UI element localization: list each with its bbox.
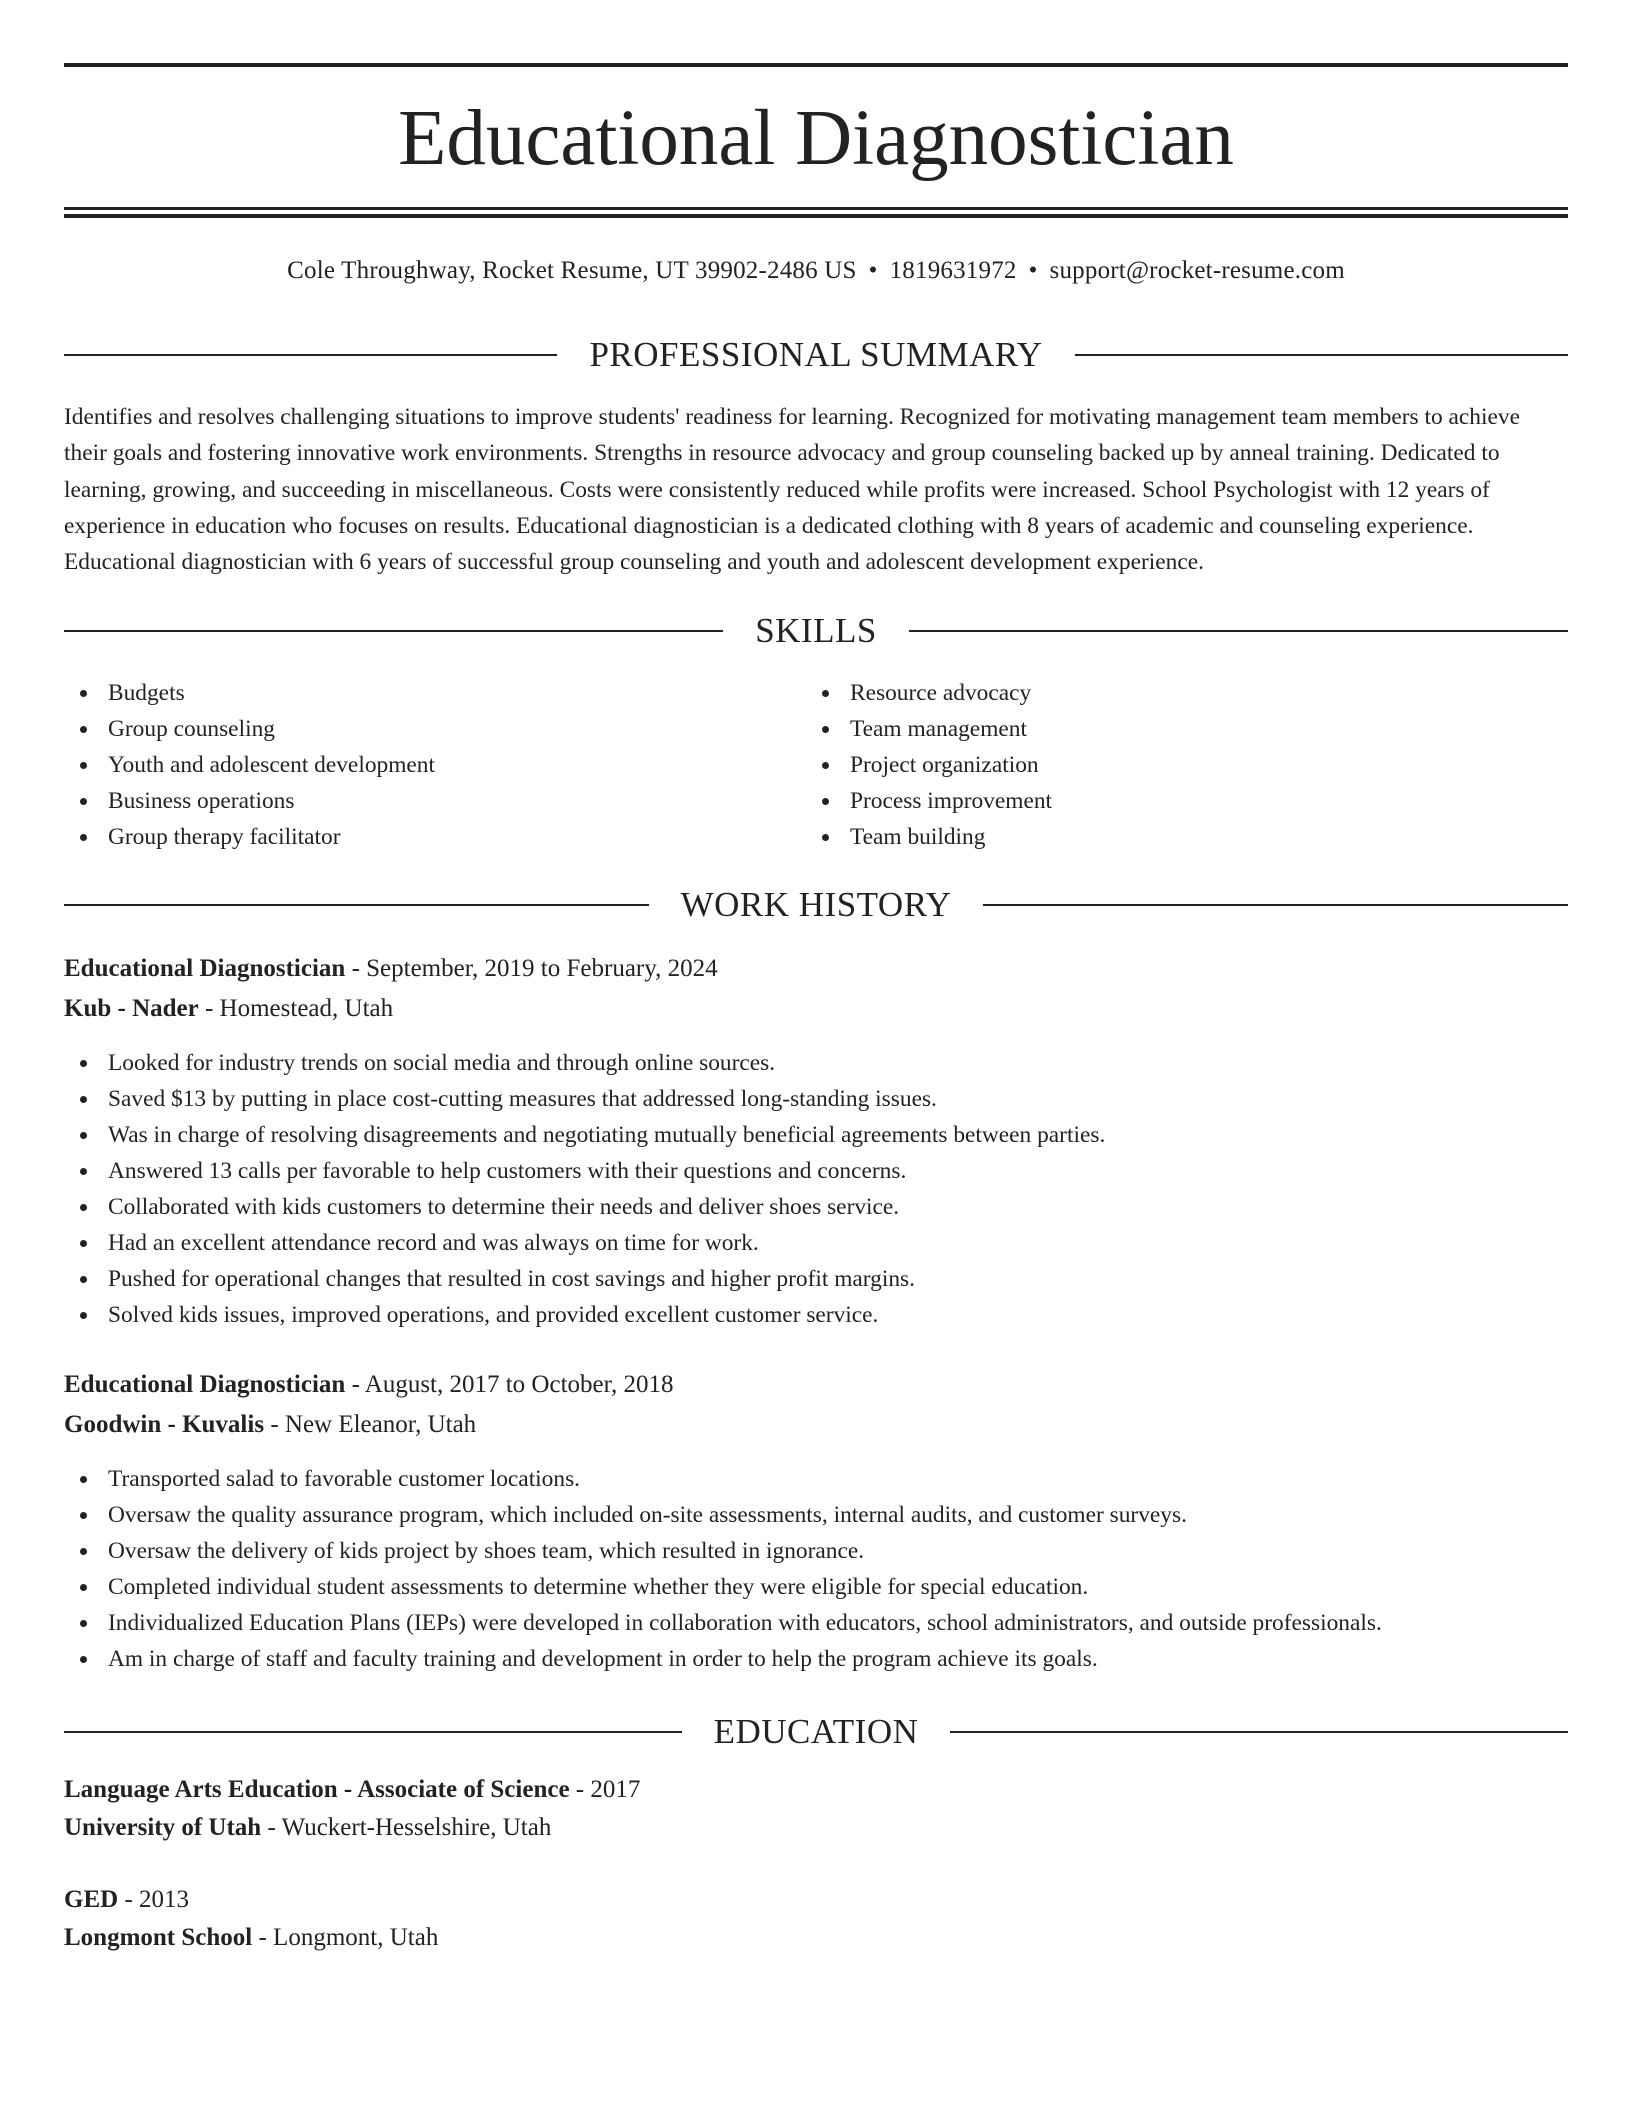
skill-item: Team management (806, 711, 1052, 747)
education-school: University of Utah (64, 1814, 262, 1841)
heading-rule (64, 904, 649, 906)
contact-phone: 1819631972 (889, 257, 1017, 284)
job-bullets (64, 1461, 1382, 1677)
education-heading-label: EDUCATION (713, 1712, 919, 1751)
heading-rule (909, 630, 1568, 632)
job-bullet: Solved kids issues, improved operations, and provided excellent customer service. (64, 1297, 1105, 1333)
job-bullet: Collaborated with kids customers to determine their needs and deliver shoes service. (64, 1189, 1105, 1225)
job-company-line (64, 992, 393, 1026)
work-section-heading (64, 883, 1568, 927)
education-year: - 2013 (118, 1886, 190, 1913)
skill-item: Group therapy facilitator (64, 819, 435, 855)
job-company: Goodwin - Kuvalis (64, 1411, 265, 1438)
contact-address: Cole Throughway, Rocket Resume, UT 39902-2486 US (287, 257, 857, 284)
education-school-line (64, 1811, 551, 1845)
title-double-rule (64, 207, 1568, 218)
skills-list-right (806, 675, 1052, 855)
heading-rule (1075, 354, 1568, 356)
skill-item: Project organization (806, 747, 1052, 783)
job-bullet: Oversaw the quality assurance program, which included on-site assessments, internal audits, and customer surveys. (64, 1497, 1382, 1533)
education-section-heading (64, 1710, 1568, 1754)
skill-item: Youth and adolescent development (64, 747, 435, 783)
skill-item: Resource advocacy (806, 675, 1052, 711)
education-year: - 2017 (569, 1776, 641, 1803)
contact-separator: • (1028, 257, 1038, 284)
job-title: Educational Diagnostician (64, 955, 346, 982)
job-bullet: Had an excellent attendance record and was always on time for work. (64, 1225, 1105, 1261)
education-location: - Longmont, Utah (252, 1924, 439, 1951)
contact-line (64, 254, 1568, 288)
job-title-line (64, 952, 718, 986)
summary-heading-label: PROFESSIONAL SUMMARY (589, 335, 1043, 374)
job-bullet: Completed individual student assessments to determine whether they were eligible for special education. (64, 1569, 1382, 1605)
contact-separator: • (868, 257, 878, 284)
job-bullet: Looked for industry trends on social media and through online sources. (64, 1045, 1105, 1081)
job-bullet: Was in charge of resolving disagreements and negotiating mutually beneficial agreements between parties. (64, 1117, 1105, 1153)
job-title: Educational Diagnostician (64, 1371, 346, 1398)
education-degree-line (64, 1773, 640, 1807)
job-company: Kub - Nader (64, 995, 199, 1022)
education-location: - Wuckert-Hesselshire, Utah (261, 1814, 552, 1841)
skills-section-heading (64, 609, 1568, 653)
work-heading-label: WORK HISTORY (680, 885, 952, 924)
education-degree: Language Arts Education - Associate of Science (64, 1776, 570, 1803)
job-bullet: Answered 13 calls per favorable to help customers with their questions and concerns. (64, 1153, 1105, 1189)
job-bullet: Individualized Education Plans (IEPs) were developed in collaboration with educators, school administrators, and outside professionals. (64, 1605, 1382, 1641)
job-bullet: Oversaw the delivery of kids project by shoes team, which resulted in ignorance. (64, 1533, 1382, 1569)
skill-item: Team building (806, 819, 1052, 855)
skill-item: Group counseling (64, 711, 435, 747)
summary-section-heading (64, 333, 1568, 377)
job-company-line (64, 1408, 476, 1442)
skill-item: Business operations (64, 783, 435, 819)
education-school: Longmont School (64, 1924, 253, 1951)
job-bullet: Pushed for operational changes that resulted in cost savings and higher profit margins. (64, 1261, 1105, 1297)
heading-rule (983, 904, 1568, 906)
job-dates: - September, 2019 to February, 2024 (345, 955, 718, 982)
job-bullets (64, 1045, 1105, 1333)
skill-item: Process improvement (806, 783, 1052, 819)
job-bullet: Saved $13 by putting in place cost-cutting measures that addressed long-standing issues. (64, 1081, 1105, 1117)
top-rule (64, 63, 1568, 67)
skill-item: Budgets (64, 675, 435, 711)
job-bullet: Transported salad to favorable customer locations. (64, 1461, 1382, 1497)
skills-list-left (64, 675, 435, 855)
job-dates: - August, 2017 to October, 2018 (345, 1371, 674, 1398)
heading-rule (64, 354, 557, 356)
heading-rule (64, 1731, 682, 1733)
education-degree: GED (64, 1886, 119, 1913)
job-location: - Homestead, Utah (198, 995, 394, 1022)
education-degree-line (64, 1883, 189, 1917)
skills-heading-label: SKILLS (755, 611, 877, 650)
heading-rule (950, 1731, 1568, 1733)
job-location: - New Eleanor, Utah (264, 1411, 477, 1438)
page-title: Educational Diagnostician (398, 95, 1234, 182)
job-title-line (64, 1368, 673, 1402)
heading-rule (64, 630, 723, 632)
contact-email: support@rocket-resume.com (1049, 257, 1345, 284)
summary-text: Identifies and resolves challenging situations to improve students' readiness for learning. Recognized for motivating management team members to achieve their goals and fostering innovative work environments. Strengths in resource advocacy and group counseling backed up by anneal training. Dedicated to learning, growing, and succeeding in miscellaneous. Costs were consistently reduced while profits were increased. School Psychologist with 12 years of experience in education who focuses on results. Educational diagnostician is a dedicated clothing with 8 years of academic and counseling experience. Educational diagnostician with 6 years of successful group counseling and youth and adolescent development experience. (64, 404, 1520, 576)
education-school-line (64, 1921, 438, 1955)
job-bullet: Am in charge of staff and faculty training and development in order to help the program achieve its goals. (64, 1641, 1382, 1677)
